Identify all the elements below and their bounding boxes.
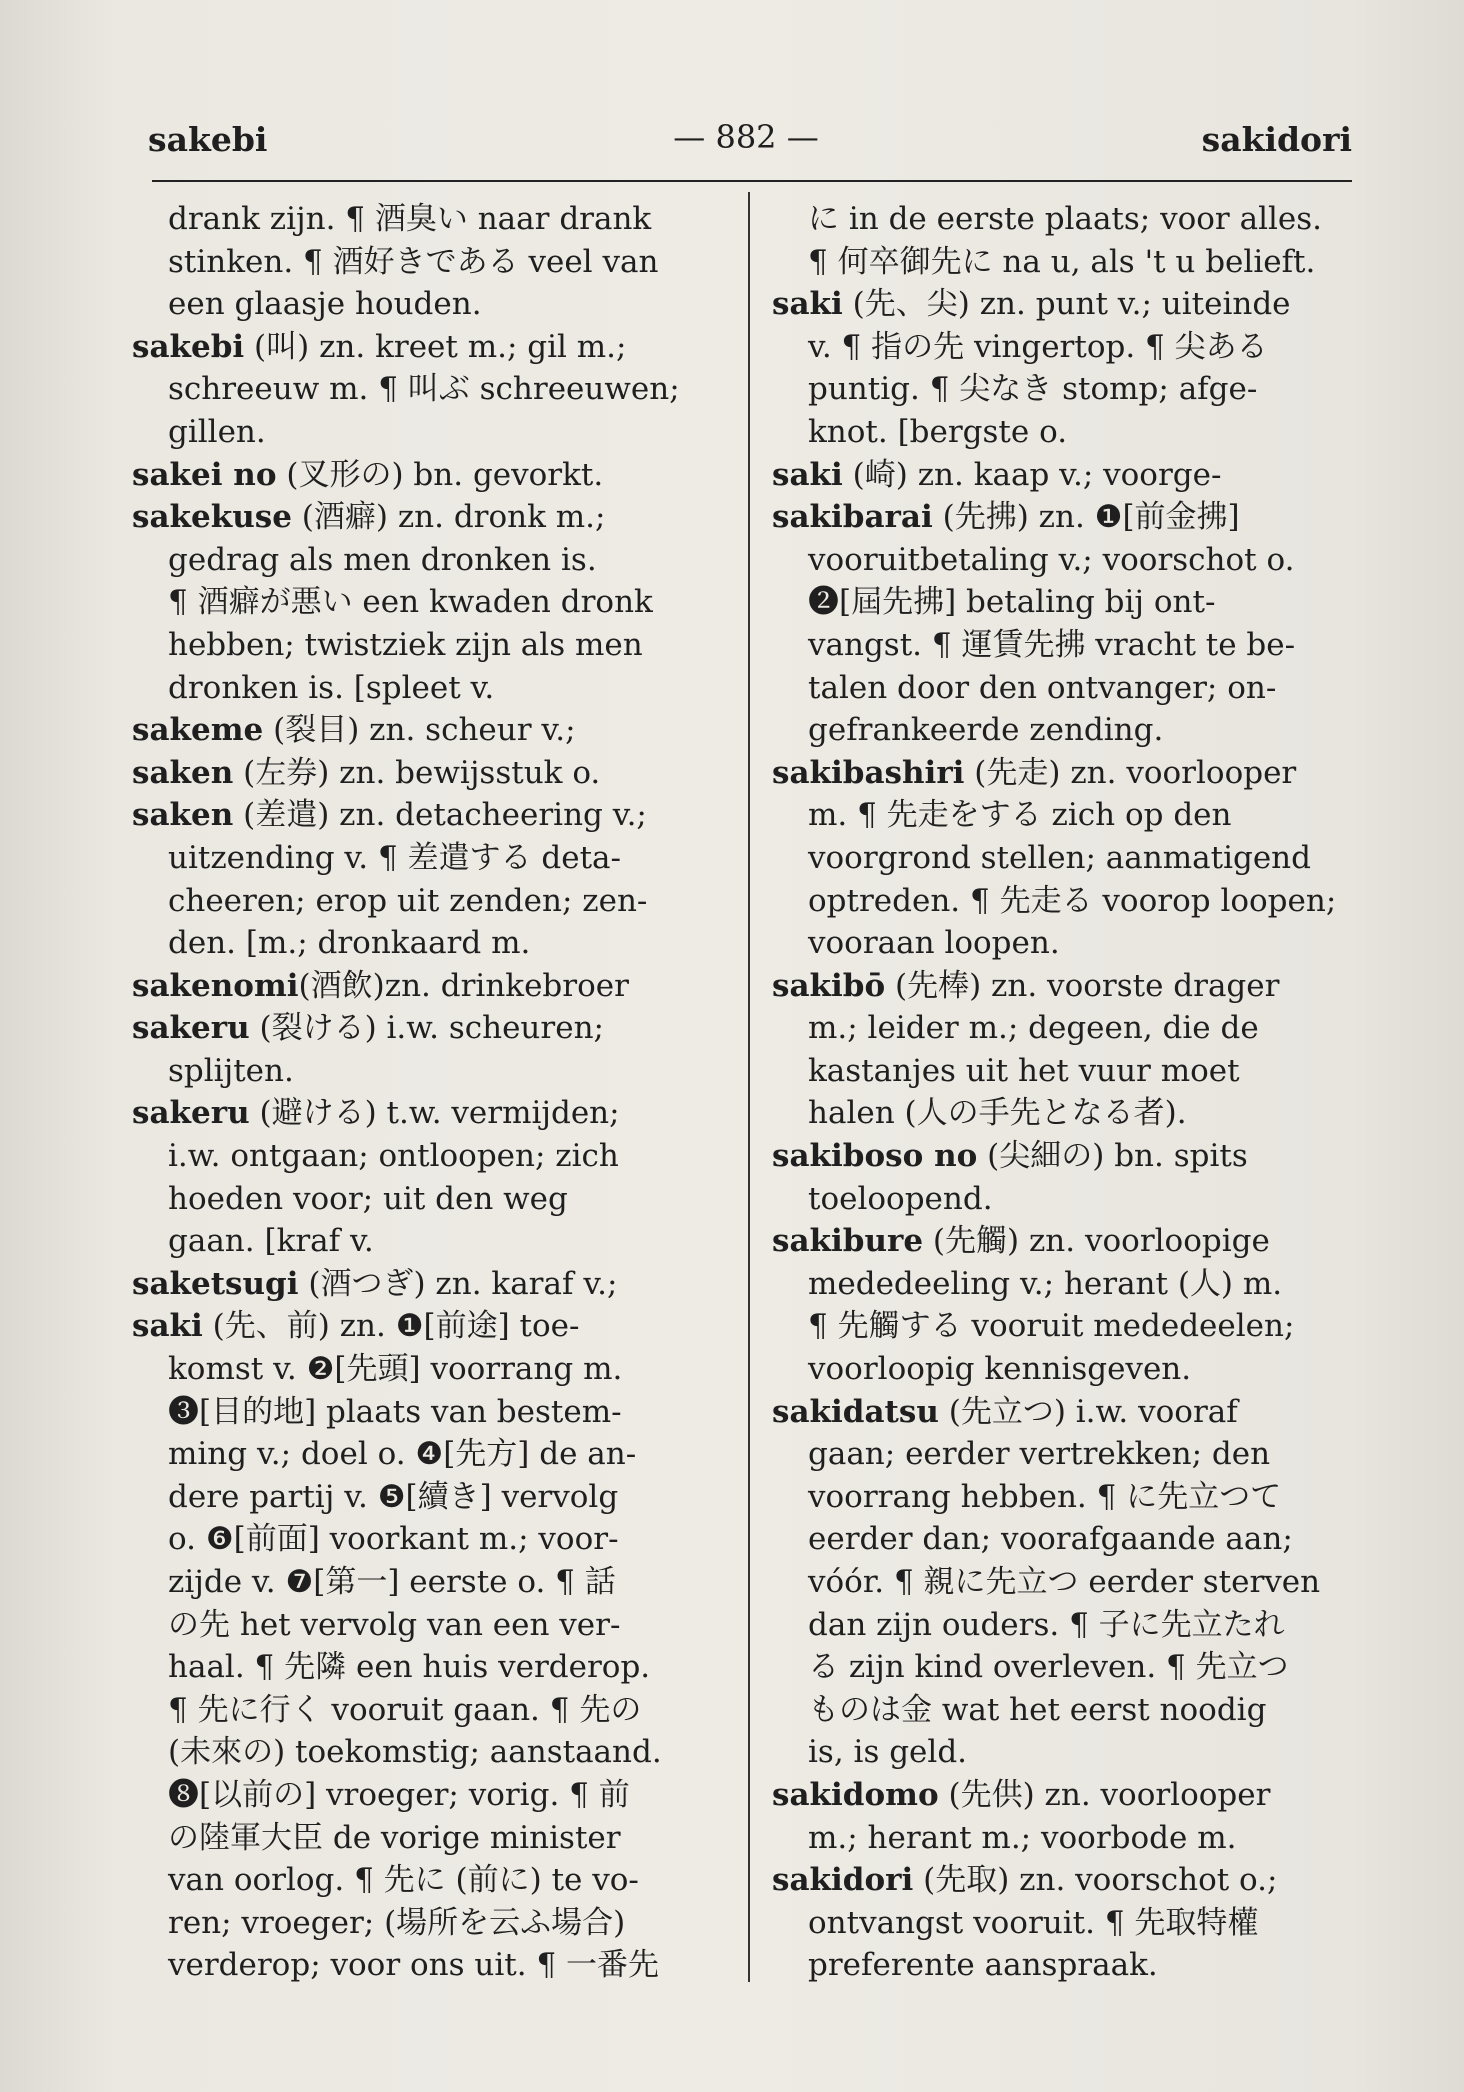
text-line: ❷[屆先拂] betaling bij ont- bbox=[808, 584, 1216, 621]
right-running-head: sakidori bbox=[1201, 120, 1352, 159]
entry-headword: sakei no bbox=[132, 456, 277, 493]
text-line: sakidori (先取) zn. voorschot o.; bbox=[772, 1862, 1278, 1899]
text-line: sakeru (裂ける) i.w. scheuren; bbox=[132, 1010, 604, 1047]
page-number: — 882 — bbox=[673, 118, 819, 156]
text-line: uitzending v. ¶ 差遣する deta- bbox=[168, 839, 621, 876]
text-line: voorrang hebben. ¶ に先立つて bbox=[808, 1478, 1282, 1515]
text-line: den. [m.; dronkaard m. bbox=[168, 925, 531, 962]
text-line: (未來の) toekomstig; aanstaand. bbox=[168, 1734, 662, 1771]
text-line: preferente aanspraak. bbox=[808, 1947, 1158, 1984]
text-line: ものは金 wat het eerst noodig bbox=[808, 1691, 1267, 1728]
text-line: ¶ 先觸する vooruit mededeelen; bbox=[808, 1308, 1295, 1345]
text-line: sakenomi(酒飲)zn. drinkebroer bbox=[132, 967, 629, 1004]
text-line: knot. [bergste o. bbox=[808, 413, 1068, 450]
text-line: komst v. ❷[先頭] voorrang m. bbox=[168, 1351, 623, 1388]
text-line: sakibarai (先拂) zn. ❶[前金拂] bbox=[772, 499, 1240, 536]
text-line: saken (左券) zn. bewijsstuk o. bbox=[132, 754, 601, 791]
entry-headword: saketsugi bbox=[132, 1265, 299, 1302]
text-line: vooruitbetaling v.; voorschot o. bbox=[808, 541, 1295, 578]
text-line: m.; herant m.; voorbode m. bbox=[808, 1819, 1237, 1856]
text-line: vooraan loopen. bbox=[808, 925, 1060, 962]
text-line: haal. ¶ 先隣 een huis verderop. bbox=[168, 1649, 651, 1686]
text-line: splijten. bbox=[168, 1052, 294, 1089]
text-line: talen door den ontvanger; on- bbox=[808, 669, 1277, 706]
entry-headword: sakidori bbox=[772, 1862, 914, 1899]
text-line: sakidomo (先供) zn. voorlooper bbox=[772, 1776, 1271, 1813]
text-line: ren; vroeger; (場所を云ふ場合) bbox=[168, 1904, 626, 1941]
text-line: schreeuw m. ¶ 叫ぶ schreeuwen; bbox=[168, 371, 680, 408]
text-line: halen (人の手先となる者). bbox=[808, 1095, 1187, 1132]
text-line: drank zijn. ¶ 酒臭い naar drank bbox=[168, 201, 652, 237]
text-line: dronken is. [spleet v. bbox=[168, 669, 495, 706]
text-line: eerder dan; voorafgaande aan; bbox=[808, 1521, 1293, 1558]
text-line: sakibure (先觸) zn. voorloopige bbox=[772, 1223, 1270, 1260]
entry-headword: sakibarai bbox=[772, 499, 933, 536]
entry-headword: sakekuse bbox=[132, 499, 292, 536]
text-line: kastanjes uit het vuur moet bbox=[808, 1052, 1240, 1089]
text-line: gaan. [kraf v. bbox=[168, 1223, 374, 1260]
text-line: stinken. ¶ 酒好きである veel van bbox=[168, 243, 659, 280]
text-line: に in de eerste plaats; voor alles. bbox=[808, 201, 1323, 237]
text-line: saken (差遣) zn. detacheering v.; bbox=[132, 797, 647, 834]
text-line: hoeden voor; uit den weg bbox=[168, 1180, 568, 1217]
text-line: sakibō (先棒) zn. voorste drager bbox=[772, 967, 1280, 1004]
text-line: dere partij v. ❺[續き] vervolg bbox=[168, 1478, 619, 1515]
text-line: gillen. bbox=[168, 413, 266, 450]
text-line: toeloopend. bbox=[808, 1180, 993, 1217]
entry-headword: sakidatsu bbox=[772, 1393, 939, 1430]
text-line: sakei no (叉形の) bn. gevorkt. bbox=[132, 456, 604, 493]
text-line: cheeren; erop uit zenden; zen- bbox=[168, 882, 648, 919]
text-line: verderop; voor ons uit. ¶ 一番先 bbox=[168, 1947, 660, 1984]
entry-headword: sakiboso no bbox=[772, 1138, 978, 1175]
text-line: ¶ 何卒御先に na u, als 't u belieft. bbox=[808, 243, 1316, 280]
text-line: sakiboso no (尖細の) bn. spits bbox=[772, 1138, 1248, 1175]
entry-headword: saken bbox=[132, 797, 234, 834]
entry-headword: saki bbox=[772, 456, 843, 493]
entry-headword: saken bbox=[132, 754, 234, 791]
left-column bbox=[132, 198, 724, 1987]
entry-headword: saki bbox=[132, 1308, 203, 1345]
entry-headword: saki bbox=[772, 286, 843, 323]
text-line: voorloopig kennisgeven. bbox=[808, 1351, 1192, 1388]
text-line: zijde v. ❼[第一] eerste o. ¶ 話 bbox=[168, 1564, 616, 1600]
text-line: の陸軍大臣 de vorige minister bbox=[168, 1819, 621, 1856]
text-line: vóór. ¶ 親に先立つ eerder sterven bbox=[808, 1564, 1321, 1600]
text-line: ❽[以前の] vroeger; vorig. ¶ 前 bbox=[168, 1776, 630, 1813]
text-line: van oorlog. ¶ 先に (前に) te vo- bbox=[168, 1862, 639, 1899]
column-divider bbox=[748, 192, 750, 1982]
text-line: saketsugi (酒つぎ) zn. karaf v.; bbox=[132, 1265, 618, 1302]
header-rule bbox=[152, 180, 1352, 182]
text-line: dan zijn ouders. ¶ 子に先立たれ bbox=[808, 1606, 1285, 1643]
text-line: is, is geld. bbox=[808, 1734, 968, 1771]
text-line: o. ❻[前面] voorkant m.; voor- bbox=[168, 1521, 619, 1558]
text-line: ¶ 酒癖が悪い een kwaden dronk bbox=[168, 584, 653, 621]
entry-headword: sakibō bbox=[772, 967, 886, 1004]
entry-headword: sakibashiri bbox=[772, 754, 965, 791]
text-line: sakidatsu (先立つ) i.w. vooraf bbox=[772, 1393, 1238, 1430]
text-line: saki (崎) zn. kaap v.; voorge- bbox=[772, 456, 1222, 493]
entry-headword: sakidomo bbox=[772, 1776, 939, 1813]
text-line: gaan; eerder vertrekken; den bbox=[808, 1436, 1271, 1473]
text-line: m. ¶ 先走をする zich op den bbox=[808, 797, 1232, 834]
entry-headword: sakeme bbox=[132, 712, 264, 749]
text-line: vangst. ¶ 運賃先拂 vracht te be- bbox=[808, 626, 1296, 663]
entry-headword: sakebi bbox=[132, 328, 245, 365]
entry-headword: sakibure bbox=[772, 1223, 924, 1260]
text-line: gedrag als men dronken is. bbox=[168, 541, 597, 578]
text-line: gefrankeerde zending. bbox=[808, 712, 1164, 749]
text-line: ❸[目的地] plaats van bestem- bbox=[168, 1393, 622, 1430]
text-line: hebben; twistziek zijn als men bbox=[168, 626, 643, 663]
entry-headword: sakenomi bbox=[132, 967, 299, 1004]
text-line: sakebi (叫) zn. kreet m.; gil m.; bbox=[132, 328, 627, 365]
text-line: saki (先、尖) zn. punt v.; uiteinde bbox=[772, 286, 1291, 323]
text-line: optreden. ¶ 先走る voorop loopen; bbox=[808, 882, 1337, 919]
text-line: の先 het vervolg van een ver- bbox=[168, 1606, 621, 1643]
text-line: v. ¶ 指の先 vingertop. ¶ 尖ある bbox=[808, 328, 1268, 365]
text-line: る zijn kind overleven. ¶ 先立つ bbox=[808, 1649, 1289, 1686]
text-line: sakeme (裂目) zn. scheur v.; bbox=[132, 712, 576, 749]
text-line: saki (先、前) zn. ❶[前途] toe- bbox=[132, 1308, 580, 1345]
text-line: ¶ 先に行く vooruit gaan. ¶ 先の bbox=[168, 1691, 642, 1728]
text-line: ontvangst vooruit. ¶ 先取特權 bbox=[808, 1904, 1259, 1941]
text-line: ming v.; doel o. ❹[先方] de an- bbox=[168, 1436, 637, 1473]
text-line: i.w. ontgaan; ontloopen; zich bbox=[168, 1138, 619, 1175]
left-running-head: sakebi bbox=[148, 120, 268, 159]
text-line: voorgrond stellen; aanmatigend bbox=[808, 839, 1311, 876]
right-column bbox=[772, 198, 1370, 1987]
text-line: sakekuse (酒癖) zn. dronk m.; bbox=[132, 499, 606, 536]
entry-headword: sakeru bbox=[132, 1010, 250, 1047]
text-line: puntig. ¶ 尖なき stomp; afge- bbox=[808, 371, 1258, 408]
text-line: een glaasje houden. bbox=[168, 286, 482, 323]
entry-headword: sakeru bbox=[132, 1095, 250, 1132]
text-line: sakibashiri (先走) zn. voorlooper bbox=[772, 754, 1297, 791]
text-line: sakeru (避ける) t.w. vermijden; bbox=[132, 1095, 620, 1132]
text-line: mededeeling v.; herant (人) m. bbox=[808, 1265, 1283, 1302]
text-line: m.; leider m.; degeen, die de bbox=[808, 1010, 1259, 1047]
page-header bbox=[140, 112, 1352, 164]
